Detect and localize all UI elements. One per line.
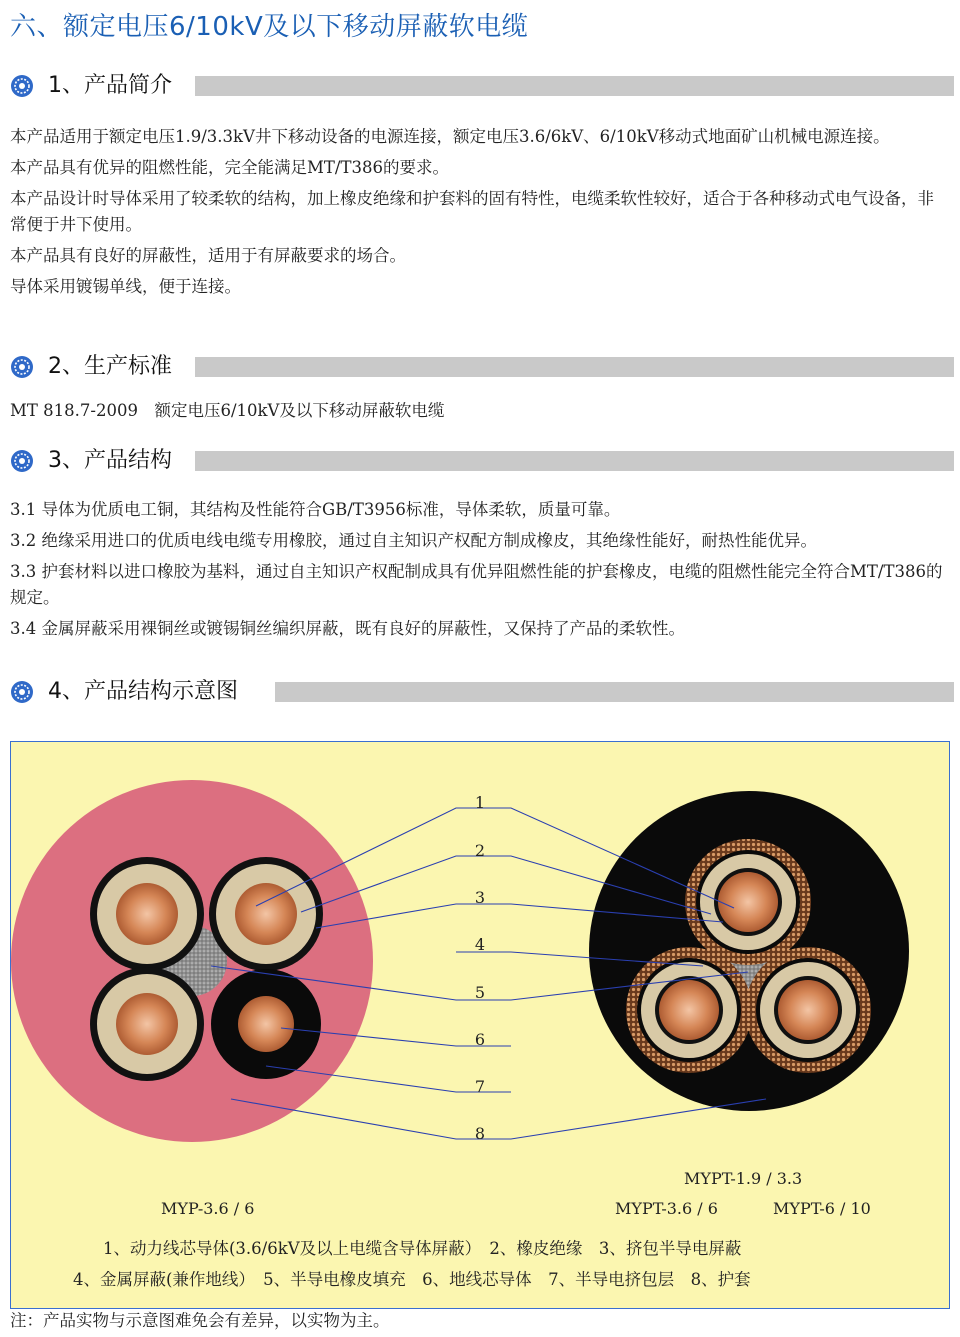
callout-numbers [475,793,485,1143]
cable-structure-diagram [10,741,950,1309]
left-core-bottom-left [90,967,204,1081]
standard-text [10,398,950,429]
callout-3: 3 [474,888,486,907]
paragraph: 3.3 护套材料以进口橡胶为基料，通过自主知识产权配制成具有优异阻燃性能的护套橡皮，电缆的阻燃性能完全符合MT/T386的规定。 [10,562,943,607]
section-title: 3、产品结构 [48,448,172,473]
paragraph: MT 818.7-2009 额定电压6/10kV及以下移动屏蔽软电缆 [10,401,445,420]
section-title: 1、产品简介 [48,73,172,98]
legend [73,1239,751,1289]
model-labels [161,1169,871,1218]
section-heading-intro [10,71,954,101]
section-title: 2、生产标准 [48,354,172,379]
right-core-left [626,947,752,1073]
callout-4: 4 [474,935,486,954]
section-heading-diagram [10,677,954,707]
left-core-top-left [90,857,204,971]
right-model-label-3: MYPT-6 / 10 [773,1199,871,1218]
right-model-label-1: MYPT-1.9 / 3.3 [684,1169,803,1188]
heading-bar [275,682,954,702]
footnote: 注：产品实物与示意图难免会有差异，以实物为主。 [10,1311,390,1330]
cable-cross-section-figure [11,742,949,1308]
cable-bullet-icon [10,74,34,98]
heading-bar [195,357,954,377]
callout-1: 1 [474,793,486,812]
paragraph: 本产品设计时导体采用了较柔软的结构，加上橡皮绝缘和护套料的固有特性，电缆柔软性较好，适合于各种移动式电气设备，非常便于井下使用。 [10,189,934,234]
callout-7: 7 [474,1077,486,1096]
legend-line-1: 1、动力线芯导体(3.6/6kV及以上电缆含导体屏蔽） 2、橡皮绝缘 3、挤包半导电屏蔽 [103,1239,742,1258]
page-title: 六、额定电压6/10kV及以下移动屏蔽软电缆 [10,12,529,42]
paragraph: 本产品适用于额定电压1.9/3.3kV井下移动设备的电源连接，额定电压3.6/6kV、6/10kV移动式地面矿山机械电源连接。 [10,127,890,146]
right-model-label-2: MYPT-3.6 / 6 [615,1199,718,1218]
cable-bullet-icon [10,355,34,379]
callout-8: 8 [474,1124,486,1143]
left-cable-myp [11,780,373,1142]
cable-bullet-icon [10,449,34,473]
paragraph: 本产品具有良好的屏蔽性，适用于有屏蔽要求的场合。 [10,246,406,265]
section-heading-standard [10,352,954,382]
section-title: 4、产品结构示意图 [48,679,238,704]
right-cable-mypt [589,791,909,1111]
heading-bar [195,76,954,96]
legend-line-2: 4、金属屏蔽(兼作地线） 5、半导电橡皮填充 6、地线芯导体 7、半导电挤包层 8、护套 [73,1270,751,1289]
callout-6: 6 [474,1030,486,1049]
structure-text [10,497,950,647]
paragraph: 3.4 金属屏蔽采用裸铜丝或镀锡铜丝编织屏蔽，既有良好的屏蔽性，又保持了产品的柔软性。 [10,619,685,638]
cable-bullet-icon [10,680,34,704]
heading-bar [195,451,954,471]
callout-2: 2 [474,841,486,860]
paragraph: 本产品具有优异的阻燃性能，完全能满足MT/T386的要求。 [10,158,449,177]
intro-text [10,124,950,305]
paragraph: 3.2 绝缘采用进口的优质电线电缆专用橡胶，通过自主知识产权配方制成橡皮，其绝缘性能好，耐热性能优异。 [10,531,817,550]
left-model-label: MYP-3.6 / 6 [161,1199,255,1218]
section-heading-structure [10,446,954,476]
left-core-top-right [209,857,323,971]
right-core-top [685,839,811,965]
callout-5: 5 [474,983,486,1002]
paragraph: 3.1 导体为优质电工铜，其结构及性能符合GB/T3956标准，导体柔软，质量可靠。 [10,500,621,519]
left-ground-core [211,969,321,1079]
paragraph: 导体采用镀锡单线，便于连接。 [10,277,241,296]
right-core-right [745,947,871,1073]
